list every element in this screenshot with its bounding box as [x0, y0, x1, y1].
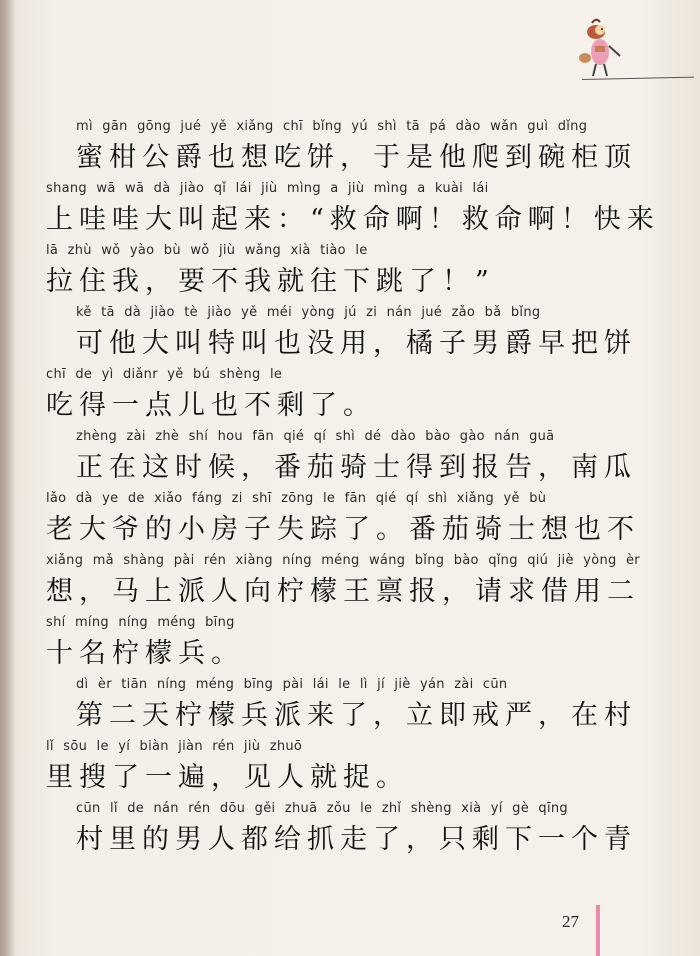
- chinese-line: 拉住我，要不我就往下跳了！”: [46, 266, 495, 297]
- chinese-line: 可他大叫特叫也没用，橘子男爵早把饼: [76, 328, 637, 359]
- pinyin-line: chī de yì diǎnr yě bú shèng le: [46, 367, 283, 382]
- text-line: [46, 116, 656, 178]
- pinyin-line: dì èr tiān níng méng bīng pài lái le lì jí jiè yán zài cūn: [76, 677, 508, 692]
- text-line: [46, 674, 656, 736]
- text-line: [46, 426, 656, 488]
- chinese-line: 蜜柑公爵也想吃饼，于是他爬到碗柜顶: [76, 142, 637, 173]
- text-line: [46, 240, 656, 302]
- pinyin-line: xiǎng mǎ shàng pài rén xiàng níng méng wáng bǐng bào qǐng qiú jiè yòng èr: [46, 553, 640, 568]
- text-line: [46, 488, 656, 550]
- chinese-line: 第二天柠檬兵派来了，立即戒严，在村: [76, 700, 637, 731]
- pinyin-line: shang wā wā dà jiào qǐ lái jiù mìng a jiù mìng a kuài lái: [46, 181, 489, 196]
- text-line: [46, 364, 656, 426]
- chinese-line: 老大爷的小房子失踪了。番茄骑士想也不: [46, 514, 640, 545]
- chinese-line: 十名柠檬兵。: [46, 638, 244, 669]
- text-line: [46, 550, 656, 612]
- pinyin-line: mì gān gōng jué yě xiǎng chī bǐng yú shì tā pá dào wǎn guì dǐng: [76, 119, 588, 134]
- text-line: [46, 612, 656, 674]
- page-edge-tab: [596, 905, 600, 956]
- page-number: 27: [562, 912, 579, 931]
- text-line: [46, 178, 660, 240]
- pinyin-line: cūn lǐ de nán rén dōu gěi zhuā zǒu le zhǐ shèng xià yí gè qīng: [76, 801, 568, 816]
- text-line: [46, 302, 656, 364]
- chinese-line: 想，马上派人向柠檬王禀报，请求借用二: [46, 576, 640, 607]
- chinese-line: 吃得一点儿也不剩了。: [46, 390, 376, 421]
- chinese-line: 里搜了一遍，见人就捉。: [46, 762, 409, 793]
- text-line: [46, 736, 656, 798]
- chinese-line: 正在这时候，番茄骑士得到报告，南瓜: [76, 452, 637, 483]
- pinyin-line: lǎo dà ye de xiǎo fáng zi shī zōng le fān qié qí shì xiǎng yě bù: [46, 491, 547, 506]
- pinyin-line: shí míng níng méng bīng: [46, 615, 235, 630]
- pinyin-line: lā zhù wǒ yào bù wǒ jiù wǎng xià tiào le: [46, 243, 368, 258]
- story-text: [46, 116, 660, 860]
- gutter-shadow: [0, 0, 14, 956]
- pinyin-line: lǐ sōu le yí biàn jiàn rén jiù zhuō: [46, 739, 303, 754]
- pinyin-line: kě tā dà jiào tè jiào yě méi yòng jú zi nán jué zǎo bǎ bǐng: [76, 305, 541, 320]
- pinyin-line: zhèng zài zhè shí hou fān qié qí shì dé dào bào gào nán guā: [76, 429, 555, 444]
- text-line: [46, 798, 656, 860]
- chinese-line: 上哇哇大叫起来：“救命啊！救命啊！快来: [46, 204, 660, 235]
- chinese-line: 村里的男人都给抓走了，只剩下一个青: [76, 824, 637, 855]
- mascot-illustration: [576, 16, 624, 80]
